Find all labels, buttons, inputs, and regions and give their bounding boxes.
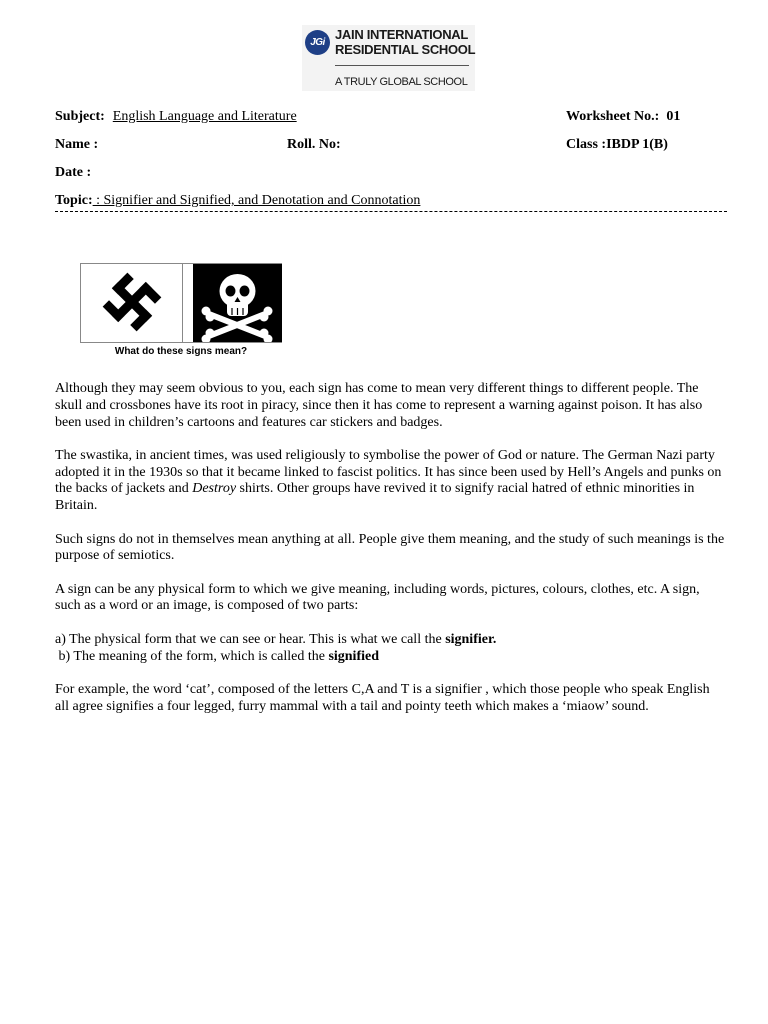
roll-field [287,137,341,153]
worksheet-label: Worksheet No.: [566,109,660,124]
logo-tagline: A TRULY GLOBAL SCHOOL [335,76,468,88]
paragraph-semiotics: Such signs do not in themselves mean anything at all. People give them meaning, and the study of such meanings is the purpose of semiotics. [55,531,725,564]
date-field [55,165,91,181]
signs-figure [80,263,282,343]
skull-crossbones-icon [193,264,282,342]
item-signifier-text: a) The physical form that we can see or hear. This is what we call the [55,631,446,647]
logo-school-name-line2: RESIDENTIAL SCHOOL [335,42,476,57]
topic-separator: : [92,193,104,208]
paragraph-cat-example: For example, the word ‘cat’, composed of the letters C,A and T is a signifier , which those people who speak English all agree signifies a four legged, furry mammal with a tail and pointy teeth which makes a ‘miaow’ sound. [55,681,710,714]
worksheet-body [55,381,725,732]
subject-field [55,109,297,125]
date-label: Date : [55,165,92,180]
subject-value: English Language and Literature [112,109,297,124]
worksheet-value: 01 [666,109,681,124]
destroy-italic: Destroy [192,481,237,497]
class-label: Class : [566,137,607,152]
paragraph-swastika-part2: shirts. Other groups have revived it to signify racial hatred of ethnic minorities in Britain. [55,481,695,514]
subject-label: Subject: [55,109,105,124]
item-signified-text: b) The meaning of the form, which is called the [55,648,329,664]
class-value: IBDP 1(B) [606,137,668,152]
paragraph-skull: Although they may seem obvious to you, each sign has come to mean very different things to different people. The skull and crossbones have its root in piracy, since then it has come to represent a warning against poison. It has also been used in children’s cartoons and features car stickers and badges. [55,381,703,430]
logo-divider [335,65,469,66]
paragraph-swastika [55,448,725,515]
swastika-icon [81,264,182,342]
topic-value: Signifier and Signified, and Denotation and Connotation [103,193,421,208]
item-signified [55,649,725,666]
logo-school-name-line1: JAIN INTERNATIONAL [335,27,469,42]
header-divider [55,211,727,212]
paragraph-swastika-part1: The swastika, in ancient times, was used religiously to symbolise the power of God or nature. The German Nazi party adopted it in the 1930s so that it became linked to fascist politics. It has since been used by Hell’s Angels and punks on the backs of jackets and [55,447,722,497]
signified-term: signified [328,648,380,664]
name-field [55,137,98,153]
item-signifier [55,632,725,649]
topic-label: Topic: [55,193,93,208]
swastika-panel [81,264,183,342]
paragraph-sign-definition: A sign can be any physical form to which we give meaning, including words, pictures, colours, clothes, etc. A sign, such as a word or an image, is composed of two parts: [55,581,700,614]
topic-field [55,193,420,209]
roll-label: Roll. No: [287,137,341,152]
worksheet-field [566,109,680,125]
skull-panel [193,264,282,342]
class-field [566,137,668,153]
logo-badge: JGi [305,30,330,55]
school-logo [302,25,475,91]
name-label: Name : [55,137,99,152]
signifier-term: signifier. [445,631,497,647]
figure-caption: What do these signs mean? [114,346,248,357]
